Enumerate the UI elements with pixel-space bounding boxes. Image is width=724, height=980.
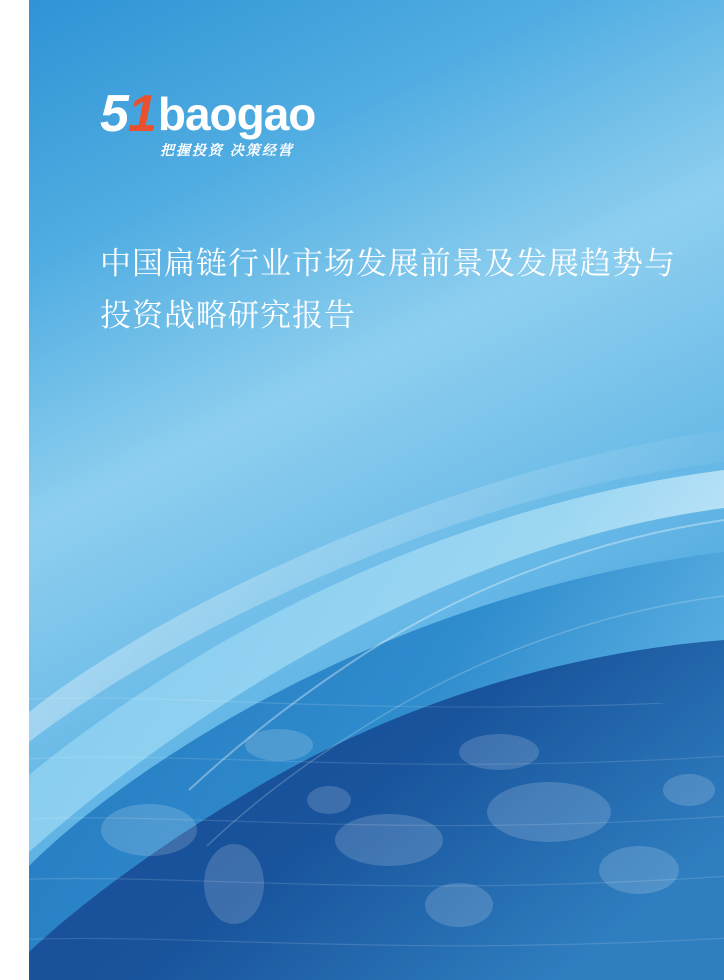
logo-mark-1: 1 [127,85,156,143]
report-title: 中国扁链行业市场发展前景及发展趋势与投资战略研究报告 [100,246,676,334]
logo-mark-5: 5 [100,85,128,143]
logo-mark [100,85,156,143]
report-cover [29,0,724,980]
logo-wordmark: baogao [157,88,316,140]
logo-slogan: 把握投资 决策经营 [160,142,294,158]
